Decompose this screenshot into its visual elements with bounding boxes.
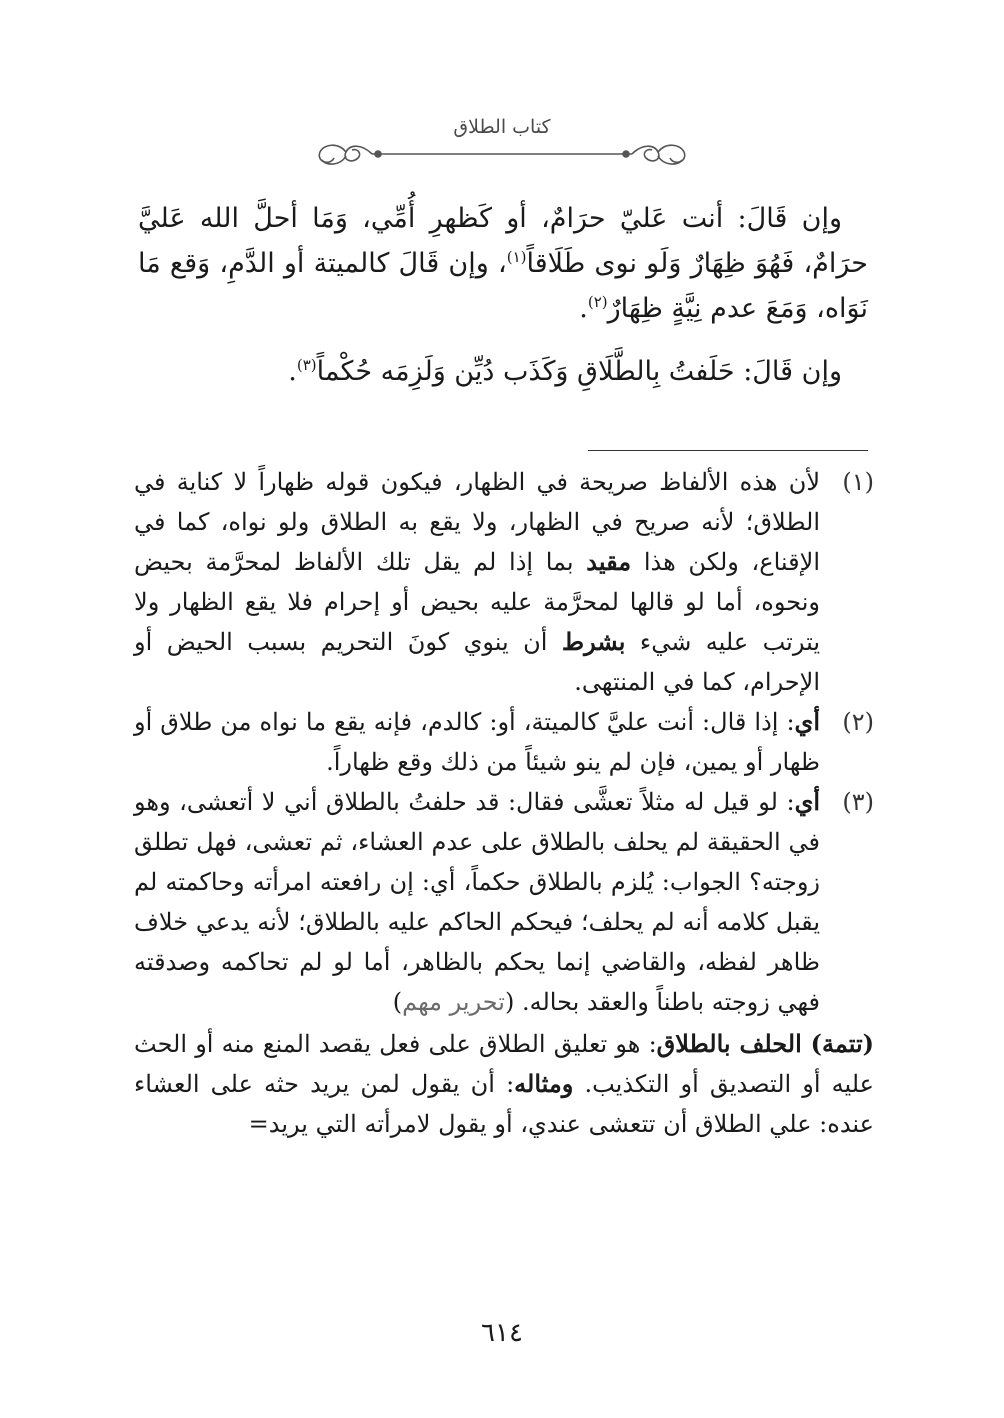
footnote-3 <box>134 782 874 1022</box>
important-note-label: تحرير مهم <box>402 988 505 1016</box>
footnote-ref-1[interactable]: (١) <box>506 248 527 266</box>
main-text <box>138 196 868 394</box>
footnote-separator <box>588 450 868 451</box>
page-number: ٦١٤ <box>481 1318 523 1348</box>
footnote-ref-3[interactable]: (٣) <box>296 356 317 374</box>
footnotes <box>134 462 874 1144</box>
main-paragraph-2: وإن قَالَ: حَلَفتُ بِالطَّلَاقِ وَكَذَب دُيِّن وَلَزِمَه حُكْماً$^{(٣)}$. <box>288 356 842 387</box>
footnote-text: أي: إذا قال: أنت عليَّ كالميتة، أو: كالدم، فإنه يقع ما نواه من طلاق أو ظهار أو يمين، فإن لم ينو شيئاً من ذلك وقع ظهاراً. <box>134 707 820 776</box>
footnote-number: (١) <box>842 468 874 496</box>
footnote-text: أي: لو قيل له مثلاً تعشَّى فقال: قد حلفتُ بالطلاق أني لا أتعشى، وهو في الحقيقة لم يحلف بالطلاق على عدم العشاء، ثم تعشى، فهل تطلق زوجته؟ الجواب: يُلزم بالطلاق حكماً، أي: إن رافعته امرأته وحاكمته لم يقبل كلامه أنه لم يحلف؛ فيحكم الحاكم عليه بالطلاق؛ لأنه يدعي خلاف ظاهر لفظه، والقاضي إنما يحكم بالظاهر، أما لو لم تحاكمه وصدقته فهي زوجته باطناً والعقد بحاله. (تحرير مهم) <box>134 787 821 1016</box>
footnote-1 <box>134 462 874 702</box>
footnote-ref-2[interactable]: (٢) <box>587 293 608 311</box>
footnote-2 <box>134 702 874 782</box>
tatimma-paragraph: (تتمة) الحلف بالطلاق: هو تعليق الطلاق على فعل يقصد المنع منه أو الحث عليه أو التصديق أو التكذيب. ومثاله: أن يقول لمن يريد حثه على العشاء عنده: علي الطلاق أن تتعشى عندي، أو يقول لامرأته التي يريد= <box>134 1029 875 1138</box>
ornament-divider-icon <box>312 136 692 172</box>
page-header <box>0 112 1004 172</box>
footnote-text: لأن هذه الألفاظ صريحة في الظهار، فيكون قوله ظهاراً لا كناية في الطلاق؛ لأنه صريح في الظهار، ولا يقع به الطلاق ولو نواه، كما في الإقناع، ولكن هذا مقيد بما إذا لم يقل تلك الألفاظ لمحرَّمة بحيض ونحوه، أما لو قالها لمحرَّمة عليه بحيض أو إحرام فلا يقع الظهار ولا يترتب عليه شيء بشرط أن ينوي كونَ التحريم بسبب الحيض أو الإحرام، كما في المنتهى. <box>134 468 821 696</box>
footnote-number: (٢) <box>842 708 874 736</box>
main-paragraph-1: وإن قَالَ: أنت عَليّ حرَامٌ، أو كَظهرِ أُمِّي، وَمَا أحلَّ الله عَليَّ حرَامٌ، فَهُوَ ظِهَارٌ وَلَو نوى طَلَاقاً$^{(١)}$، وإن قَالَ كالميتة أو الدَّمِ، وَقع مَا نَوَاه، وَمَعَ عدم نِيَّةٍ ظِهَارٌ$^{(٢)}$. <box>138 203 868 324</box>
running-title: كتاب الطلاق <box>453 116 551 138</box>
footnote-number: (٣) <box>842 788 874 816</box>
